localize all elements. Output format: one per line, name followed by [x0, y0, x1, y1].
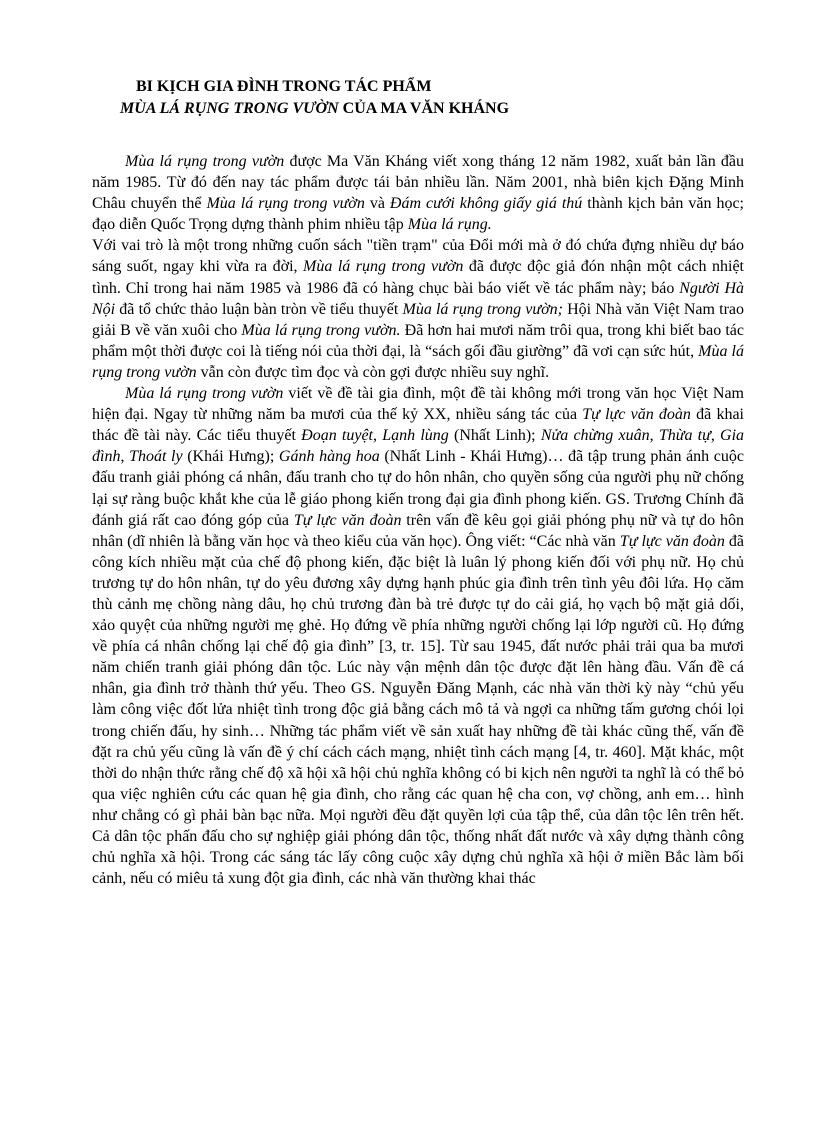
- paragraph: [92, 383, 744, 889]
- italic-run: Người Hà Nội: [92, 279, 744, 318]
- italic-run: Tự lực văn đoàn: [619, 532, 725, 550]
- title-line-2: [120, 98, 744, 120]
- text-run: ,: [373, 427, 383, 445]
- italic-run: Mùa lá rụng trong vườn: [125, 385, 284, 403]
- italic-run: Mùa lá rụng trong vườn.: [241, 321, 401, 339]
- italic-run: Đám cưới không giấy giá thú: [389, 195, 583, 213]
- italic-run: Lạnh lùng: [382, 427, 449, 445]
- text-run: ,: [710, 427, 721, 445]
- text-run: Hội Nhà văn Việt Nam trao giải B về văn xuôi cho: [92, 300, 745, 339]
- text-run: vẫn còn được tìm đọc và còn gợi được nhiều suy nghĩ.: [196, 363, 550, 381]
- italic-run: Đoạn tuyệt: [301, 427, 373, 445]
- text-run: viết về đề tài gia đình, một đề tài không mới trong văn học Việt Nam hiện đại. Ngay từ những năm ba mươi của thế kỷ XX, nhiều sáng tác của: [92, 385, 745, 424]
- title-book-name: MÙA LÁ RỤNG TRONG VƯỜN: [120, 100, 339, 117]
- text-run: đã công kích nhiều mặt của chế độ phong kiến, đặc biệt là luân lý phong kiến đối với phụ nữ. Họ chủ trương tự do hôn nhân, tự do yêu đương xây dựng hạnh phúc gia đình trên tình yêu đôi lứa. Họ căm thù cảnh mẹ chồng nàng dâu, họ chủ trương đàn bà trẻ được tự do cải giá, họ vạch bộ mặt giả dối, xảo quyệt của những người mẹ ghẻ. Họ đứng về phía những người chống lại lớp người cũ. Họ đứng về phía cá nhân chống lại chế độ gia đình” [3, tr. 15]. Từ sau 1945, đất nước phải trải qua ba mươi năm chiến tranh giải phóng dân tộc. Lúc này vận mệnh dân tộc được đặt lên hàng đầu. Vấn đề cá nhân, gia đình trở thành thứ yếu. Theo GS. Nguyễn Đăng Mạnh, các nhà văn thời kỳ này “chủ yếu làm công việc đốt lửa nhiệt tình trong độc giả bằng cách mô tả và ngợi ca những tấm gương chói lọi trong chiến đấu, hy sinh… Những tác phẩm viết về sản xuất hay những đề tài khác cũng thế, vấn đề đặt ra chủ yếu cũng là vấn đề ý chí cách cách mạng, nhiệt tình cách mạng [4, tr. 460]. Mặt khác, một thời do nhận thức rằng chế độ xã hội xã hội chủ nghĩa không có bi kịch nên người ta nghĩ là có thể bỏ qua việc nghiên cứu các quan hệ gia đình, cho rằng các quan hệ cha con, vợ chồng, anh em… hình như chẳng có gì phải bàn bạc nữa. Mọi người đều đặt quyền lợi của tập thể, của dân tộc lên trên hết. Cả dân tộc phấn đấu cho sự nghiệp giải phóng dân tộc, thống nhất đất nước và xây dựng thành công chủ nghĩa xã hội. Trong các sáng tác lấy công cuộc xây dựng chủ nghĩa xã hội ở miền Bắc làm bối cảnh, nếu có miêu tả xung đột gia đình, các nhà văn thường khai thác: [92, 532, 744, 888]
- text-run: (Nhất Linh);: [448, 427, 541, 445]
- italic-run: Mùa lá rụng.: [407, 216, 492, 234]
- text-run: ,: [120, 448, 130, 466]
- body-text: [92, 151, 744, 889]
- text-run: thành kịch bản văn học; đạo diễn Quốc Trọng dựng thành phim nhiều tập: [92, 195, 745, 234]
- text-run: Đã hơn hai mươi năm trôi qua, trong khi biết bao tác phẩm một thời được coi là tiếng nói của thời đại, là “sách gối đầu giường” đã vơi cạn sức hút,: [92, 321, 744, 360]
- text-run: (Nhất Linh - Khái Hưng)… đã tập trung phản ánh cuộc đấu tranh giải phóng cá nhân, đấu tranh cho tự do hôn nhân, cho quyền sống của người phụ nữ chống lại sự ràng buộc khắt khe của lễ giáo phong kiến trong đại gia đình phong kiến. GS. Trương Chính đã đánh giá rất cao đóng góp của: [92, 448, 745, 529]
- italic-run: Gia đình: [92, 427, 745, 466]
- text-run: trên vấn đề kêu gọi giải phóng phụ nữ và tự do hôn nhân (dĩ nhiên là bằng văn học và theo kiểu của văn học). Ông viết: “Các nhà văn: [92, 511, 745, 550]
- text-run: (Khái Hưng);: [182, 448, 279, 466]
- title-author-part: CỦA MA VĂN KHÁNG: [338, 100, 510, 117]
- paragraph: [92, 235, 744, 383]
- italic-run: Mùa lá rụng trong vườn;: [402, 300, 563, 318]
- title-block: [92, 76, 744, 120]
- paragraph: [92, 151, 744, 235]
- italic-run: Tự lực văn đoàn: [293, 511, 402, 529]
- italic-run: Thừa tự: [658, 427, 711, 445]
- text-run: Với vai trò là một trong những cuốn sách "tiền trạm" của Đổi mới mà ở đó chứa đựng nhiều dự báo sáng suốt, ngay khi vừa ra đời,: [92, 237, 744, 276]
- text-run: đã khai thác đề tài này. Các tiểu thuyết: [92, 406, 745, 445]
- text-run: và: [364, 195, 390, 213]
- text-run: đã tổ chức thảo luận bàn tròn về tiểu thuyết: [115, 300, 403, 318]
- document-page: [92, 76, 744, 889]
- text-run: được Ma Văn Kháng viết xong tháng 12 năm 1982, xuất bản lần đầu năm 1985. Từ đó đến nay tác phẩm được tái bản nhiều lần. Năm 2001, nhà biên kịch Đặng Minh Châu chuyển thể: [92, 153, 745, 213]
- italic-run: Gánh hàng hoa: [278, 448, 380, 466]
- title-line-1: BI KỊCH GIA ĐÌNH TRONG TÁC PHẨM: [136, 78, 432, 95]
- italic-run: Mùa lá rụng trong vườn: [303, 258, 464, 276]
- italic-run: Thoát ly: [129, 448, 183, 466]
- text-run: đã được độc giả đón nhận một cách nhiệt tình. Chỉ trong hai năm 1985 và 1986 đã có hàng chục bài báo viết về tác phẩm này; báo: [92, 258, 745, 297]
- italic-run: Nửa chừng xuân: [540, 427, 650, 445]
- italic-run: Mùa lá rụng trong vườn: [125, 153, 285, 170]
- text-run: ,: [649, 427, 659, 445]
- italic-run: Tự lực văn đoàn: [582, 406, 691, 424]
- italic-run: Mùa lá rụng trong vườn: [92, 342, 744, 381]
- italic-run: Mùa lá rụng trong vườn: [206, 195, 365, 213]
